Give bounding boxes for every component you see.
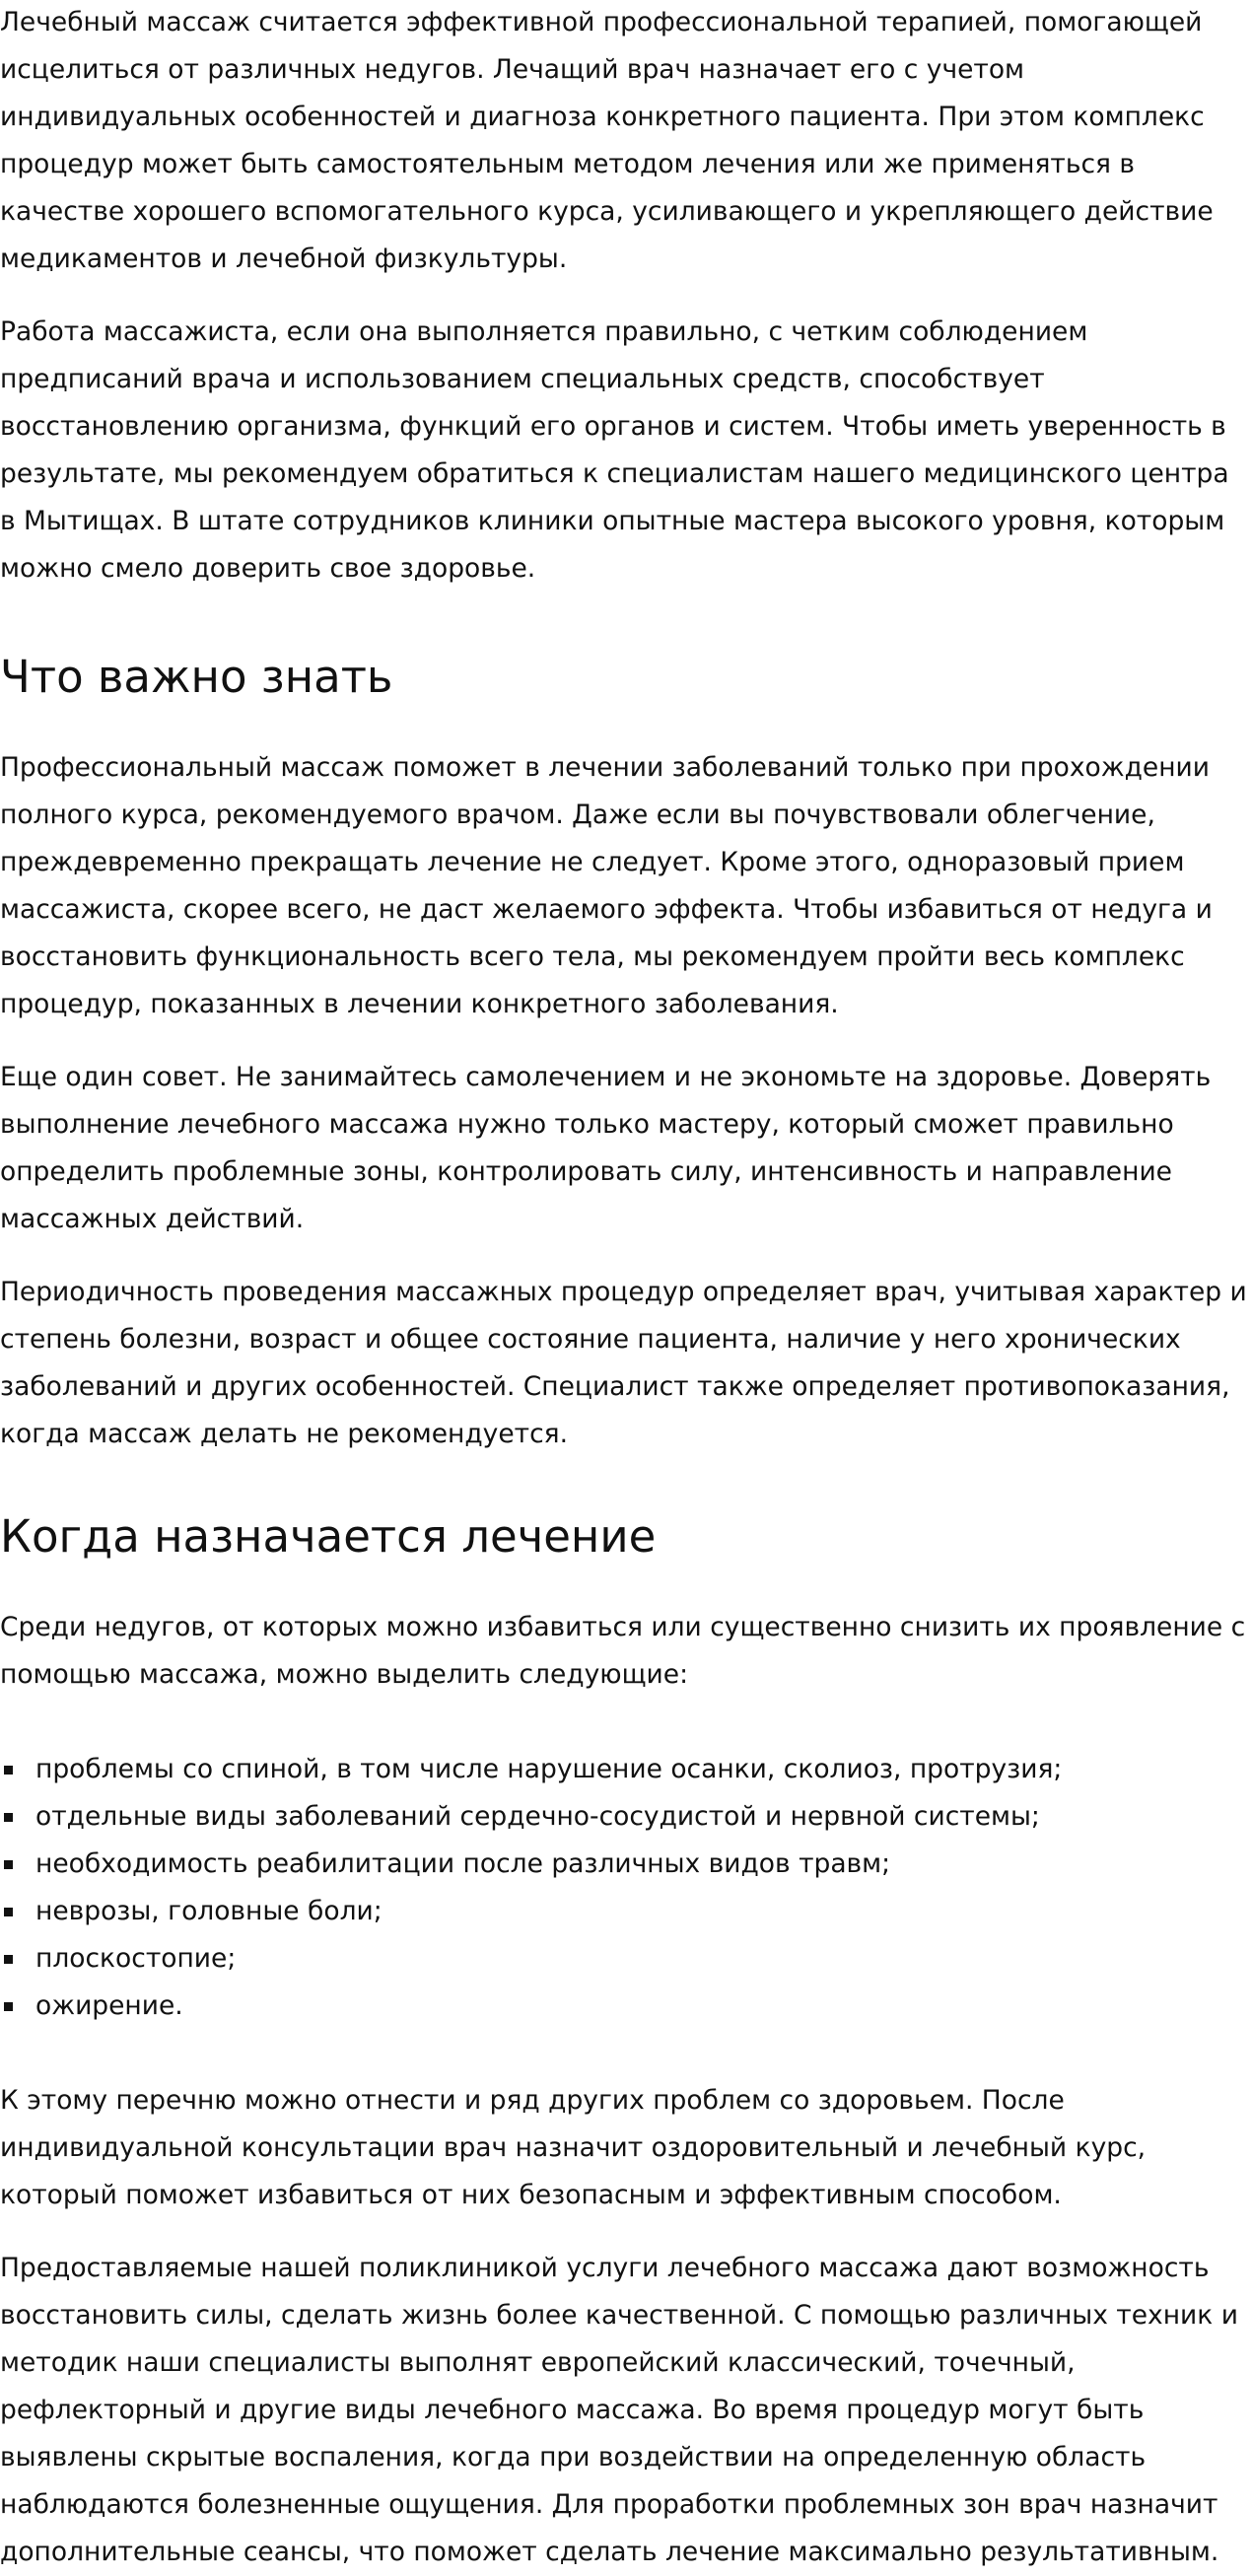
conditions-list [0,1746,1252,2030]
intro-paragraph-2: Работа массажиста, если она выполняется правильно, с четким соблюдением предписаний врача и использованием специальных средств, способствует восстановлению организма, функций его органов и систем. Чтобы иметь уверенность в результате, мы рекомендуем обратиться к специалистам нашего медицинского центра в Мытищах. В штате сотрудников клиники опытные мастера высокого уровня, которым можно смело доверить свое здоровье. [0,316,1229,584]
square-bullet-icon [4,2002,13,2011]
list-item [0,1841,1252,1888]
list-item-text: необходимость реабилитации после различных видов травм; [35,1848,891,1879]
square-bullet-icon [4,1766,13,1775]
list-item-text: ожирение. [35,1990,183,2021]
square-bullet-icon [4,1955,13,1964]
when-outro-paragraph-2: Предоставляемые нашей поликлиникой услуги лечебного массажа дают возможность восстановить силы, сделать жизнь более качественной. С помощью различных техник и методик наши специалисты выполнят европейский классический, точечный, рефлекторный и другие виды лечебного массажа. Во время процедур могут быть выявлены скрытые воспаления, когда при воздействии на определенную область наблюдаются болезненные ощущения. Для проработки проблемных зон врач назначит дополнительные сеансы, что поможет сделать лечение максимально результативным. [0,2253,1238,2567]
list-item [0,1983,1252,2030]
square-bullet-icon [4,1908,13,1916]
when-intro-paragraph: Среди недугов, от которых можно избавиться или существенно снизить их проявление с помощью массажа, можно выделить следующие: [0,1612,1246,1690]
list-item-text: отдельные виды заболеваний сердечно-сосудистой и нервной системы; [35,1801,1040,1832]
when-outro-paragraph-1: К этому перечню можно отнести и ряд других проблем со здоровьем. После индивидуальной консультации врач назначит оздоровительный и лечебный курс, который поможет избавиться от них безопасным и эффективным способом. [0,2085,1147,2210]
section-heading-when: Когда назначается лечение [0,1510,657,1563]
important-paragraph-2: Еще один совет. Не занимайтесь самолечением и не экономьте на здоровье. Доверять выполнение лечебного массажа нужно только мастеру, который сможет правильно определить проблемные зоны, контролировать силу, интенсивность и направление массажных действий. [0,1062,1212,1234]
intro-paragraph-1: Лечебный массаж считается эффективной профессиональной терапией, помогающей исцелиться от различных недугов. Лечащий врач назначает его с учетом индивидуальных особенностей и диагноза конкретного пациента. При этом комплекс процедур может быть самостоятельным методом лечения или же применяться в качестве хорошего вспомогательного курса, усиливающего и укрепляющего действие медикаментов и лечебной физкультуры. [0,7,1214,274]
square-bullet-icon [4,1813,13,1822]
list-item-text: плоскостопие; [35,1943,237,1974]
important-paragraph-3: Периодичность проведения массажных процедур определяет врач, учитывая характер и степень болезни, возраст и общее состояние пациента, наличие у него хронических заболеваний и других особенностей. Специалист также определяет противопоказания, когда массаж делать не рекомендуется. [0,1277,1247,1449]
list-item [0,1888,1252,1935]
list-item [0,1746,1252,1793]
section-heading-important: Что важно знать [0,651,393,703]
square-bullet-icon [4,1860,13,1869]
list-item-text: проблемы со спиной, в том числе нарушение осанки, сколиоз, протрузия; [35,1754,1063,1784]
list-item [0,1935,1252,1983]
list-item [0,1793,1252,1841]
important-paragraph-1: Профессиональный массаж поможет в лечении заболеваний только при прохождении полного курса, рекомендуемого врачом. Даже если вы почувствовали облегчение, преждевременно прекращать лечение не следует. Кроме этого, одноразовый прием массажиста, скорее всего, не даст желаемого эффекта. Чтобы избавиться от недуга и восстановить функциональность всего тела, мы рекомендуем пройти весь комплекс процедур, показанных в лечении конкретного заболевания. [0,752,1213,1019]
list-item-text: неврозы, головные боли; [35,1896,383,1926]
